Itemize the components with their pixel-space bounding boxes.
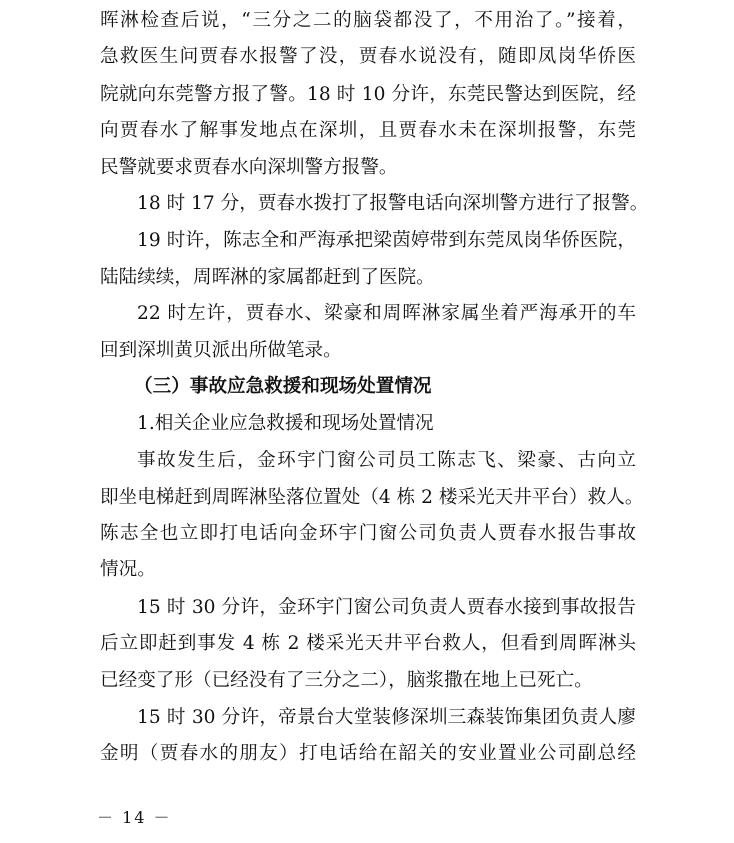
text-line: 18 时 17 分，贾春水拨打了报警电话向深圳警方进行了报警。 [137, 193, 649, 214]
text-line: 即坐电梯赶到周晖淋坠落位置处（4 栋 2 楼采光天井平台）救人。 [100, 487, 644, 508]
text-line: 已经变了形（已经没有了三分之二），脑浆撒在地上已死亡。 [100, 670, 593, 691]
text-line: 急救医生问贾春水报警了没，贾春水说没有，随即凤岗华侨医 [100, 46, 636, 67]
text-line: 院就向东莞警方报了警。18 时 10 分许，东莞民警达到医院，经 [100, 84, 636, 105]
text-line: 情况。 [100, 559, 156, 580]
text-line: 回到深圳黄贝派出所做笔录。 [100, 340, 342, 361]
text-line: 15 时 30 分许，帝景台大堂装修深圳三森装饰集团负责人廖 [137, 707, 636, 728]
text-line: 陆陆续续，周晖淋的家属都赶到了医院。 [100, 267, 435, 288]
page-number: － 14 － [97, 808, 172, 827]
text-line: 陈志全也立即打电话向金环宇门窗公司负责人贾春水报告事故 [100, 523, 636, 544]
subsection-heading: 1.相关企业应急救援和现场处置情况 [137, 413, 434, 434]
text-line: 15 时 30 分许，金环宇门窗公司负责人贾春水接到事故报告 [137, 597, 636, 618]
text-line: 22 时左许，贾春水、梁豪和周晖淋家属坐着严海承开的车 [137, 303, 636, 324]
text-line: 晖淋检查后说，“三分之二的脑袋都没了，不用治了。”接着， [100, 10, 636, 31]
text-line: 金明（贾春水的朋友）打电话给在韶关的安业置业公司副总经 [100, 743, 636, 764]
text-line: 事故发生后，金环宇门窗公司员工陈志飞、梁豪、古向立 [137, 450, 636, 471]
text-line: 向贾春水了解事发地点在深圳，且贾春水未在深圳报警，东莞 [100, 120, 636, 141]
text-line: 民警就要求贾春水向深圳警方报警。 [100, 157, 398, 178]
text-line: 后立即赶到事发 4 栋 2 楼采光天井平台救人，但看到周晖淋头 [100, 633, 636, 654]
text-line: 19 时许，陈志全和严海承把梁茵婷带到东莞凤岗华侨医院， [137, 230, 636, 251]
section-heading: （三）事故应急救援和现场处置情况 [134, 376, 432, 397]
